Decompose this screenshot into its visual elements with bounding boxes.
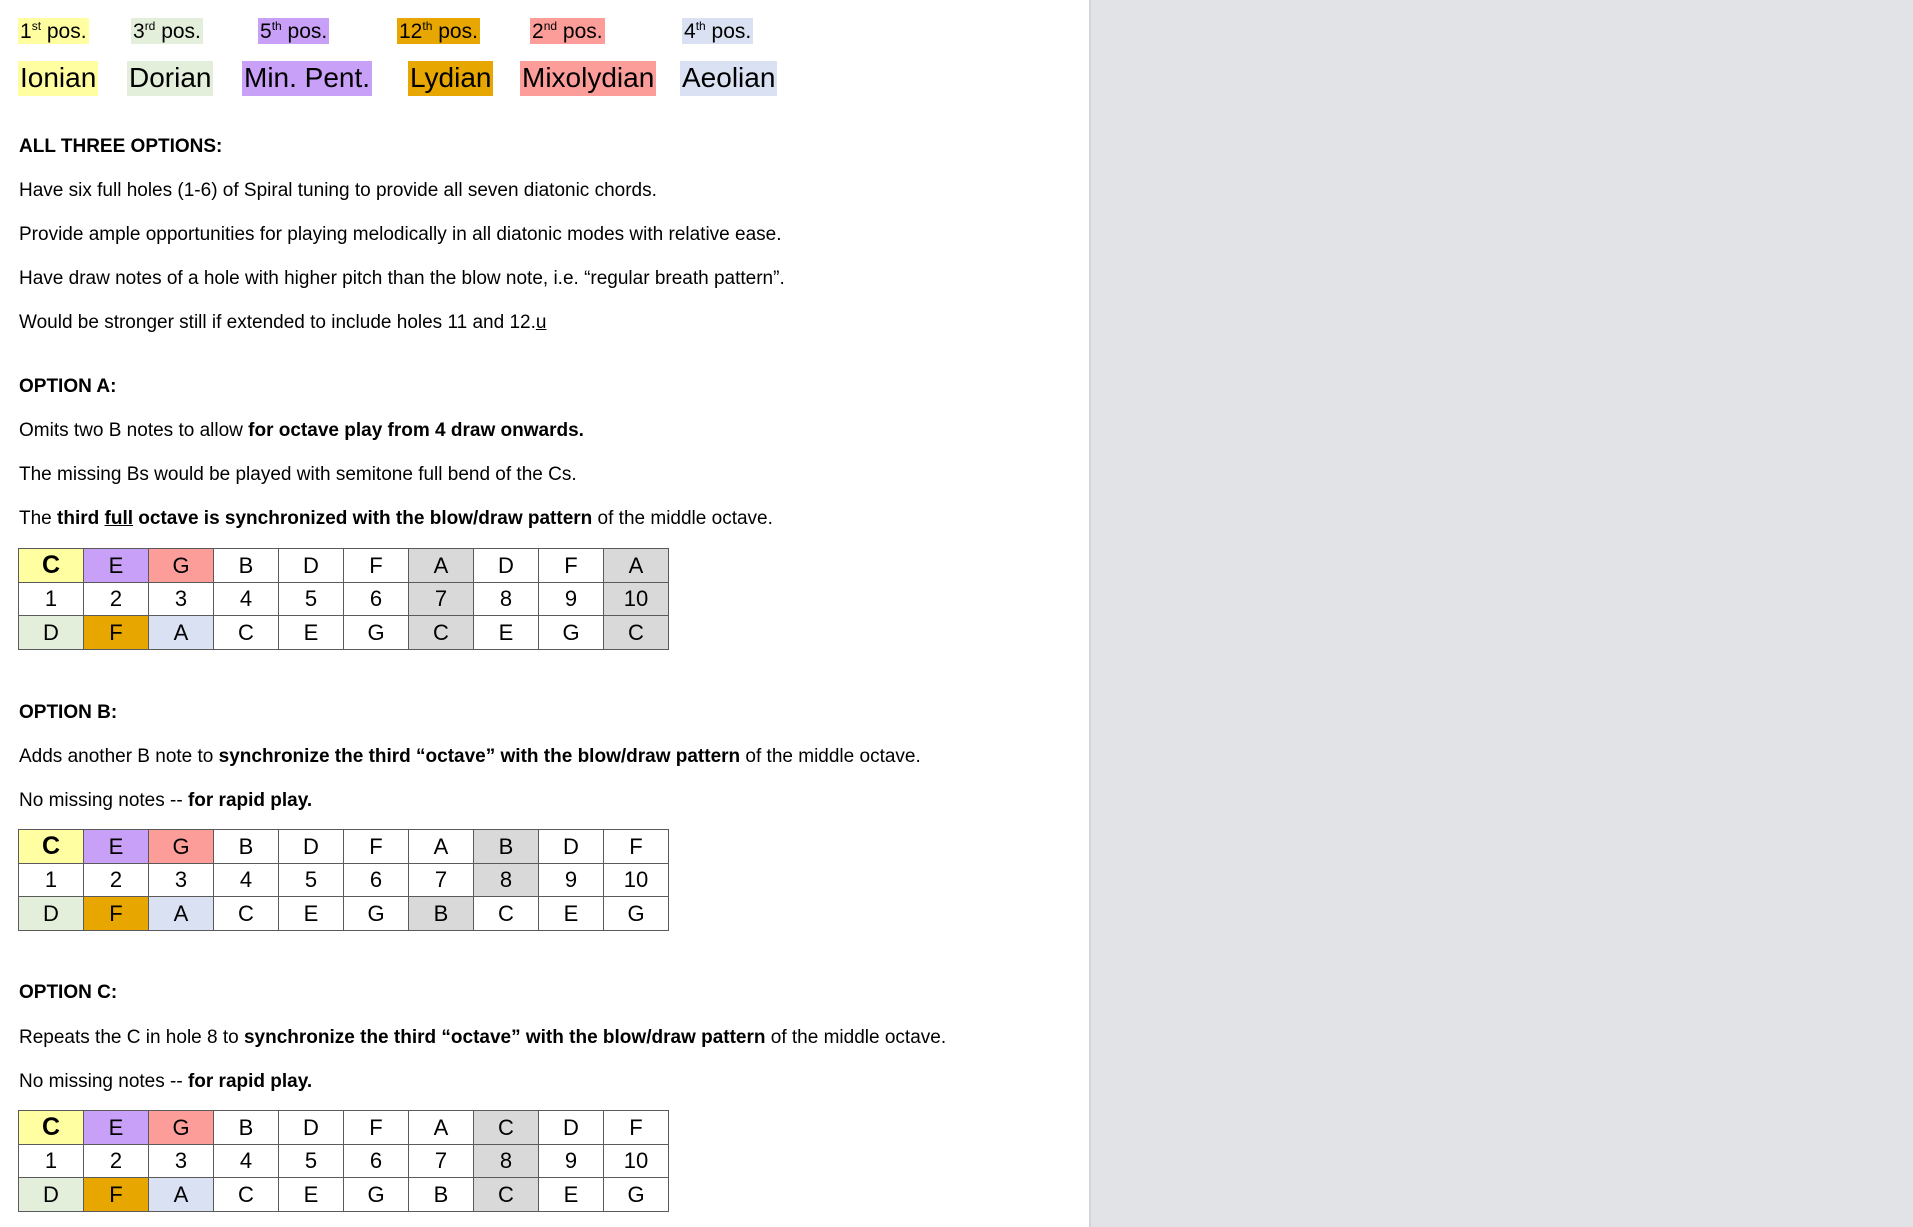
draw-note: E	[539, 1178, 604, 1212]
position-tag-2nd: 2nd pos.	[532, 19, 603, 43]
draw-note: E	[474, 616, 539, 650]
draw-note: D	[19, 1178, 84, 1212]
blow-note: D	[474, 549, 539, 583]
mode-dorian: Dorian	[127, 61, 213, 96]
blow-note: D	[279, 830, 344, 864]
hole-row	[19, 583, 669, 616]
draw-note: E	[279, 897, 344, 931]
hole-number: 8	[474, 1145, 539, 1178]
hole-number: 5	[279, 583, 344, 616]
mode-lydian: Lydian	[408, 61, 493, 96]
option-c-tuning-table	[18, 1110, 669, 1212]
option-b-line-1: Adds another B note to synchronize the third “octave” with the blow/draw pattern of the middle octave.	[19, 746, 921, 767]
hole-number: 10	[604, 583, 669, 616]
blow-note: B	[214, 1111, 279, 1145]
position-tag-12th: 12th pos.	[399, 19, 478, 43]
blow-note: E	[84, 1111, 149, 1145]
hole-number: 1	[19, 583, 84, 616]
hole-row	[19, 1145, 669, 1178]
option-b-line-2: No missing notes -- for rapid play.	[19, 790, 313, 811]
blow-note: F	[604, 830, 669, 864]
blow-note: D	[279, 1111, 344, 1145]
blow-note: D	[539, 830, 604, 864]
position-tag-1st: 1st pos.	[20, 19, 87, 43]
draw-note: A	[149, 897, 214, 931]
position-tag-5th: 5th pos.	[260, 19, 328, 43]
draw-note: F	[84, 616, 149, 650]
all-options-line-1: Have six full holes (1-6) of Spiral tuning to provide all seven diatonic chords.	[19, 180, 657, 201]
draw-note: B	[409, 897, 474, 931]
hole-number: 6	[344, 1145, 409, 1178]
side-panel-background	[1089, 0, 1913, 1227]
option-c-line-1: Repeats the C in hole 8 to synchronize the third “octave” with the blow/draw pattern of the middle octave.	[19, 1027, 947, 1048]
hole-number: 5	[279, 1145, 344, 1178]
draw-note: G	[344, 1178, 409, 1212]
blow-note: E	[84, 549, 149, 583]
option-b-tuning-table	[18, 829, 669, 931]
hole-number: 5	[279, 864, 344, 897]
mode-ionian: Ionian	[18, 61, 98, 96]
blow-note: C	[19, 830, 84, 864]
all-options-heading: ALL THREE OPTIONS:	[19, 136, 223, 157]
option-c-heading: OPTION C:	[19, 982, 118, 1003]
draw-row	[19, 897, 669, 931]
hole-number: 7	[409, 1145, 474, 1178]
draw-note: C	[214, 616, 279, 650]
position-tag-4th: 4th pos.	[684, 19, 752, 43]
hole-number: 2	[84, 583, 149, 616]
blow-note: F	[539, 549, 604, 583]
blow-note: A	[604, 549, 669, 583]
option-a-line-3: The third full octave is synchronized with the blow/draw pattern of the middle octave.	[19, 508, 773, 529]
draw-note: F	[84, 1178, 149, 1212]
draw-note: C	[474, 1178, 539, 1212]
draw-note: A	[149, 1178, 214, 1212]
option-c-line-2: No missing notes -- for rapid play.	[19, 1071, 313, 1092]
draw-note: E	[279, 616, 344, 650]
blow-note: E	[84, 830, 149, 864]
draw-note: G	[604, 897, 669, 931]
hole-number: 1	[19, 1145, 84, 1178]
blow-note: F	[344, 830, 409, 864]
blow-row	[19, 549, 669, 583]
hole-number: 3	[149, 583, 214, 616]
blow-note: D	[279, 549, 344, 583]
hole-number: 9	[539, 583, 604, 616]
hole-number: 7	[409, 583, 474, 616]
draw-note: C	[214, 897, 279, 931]
blow-note: A	[409, 830, 474, 864]
blow-note: B	[214, 549, 279, 583]
hole-number: 2	[84, 1145, 149, 1178]
hole-number: 9	[539, 1145, 604, 1178]
blow-note: F	[344, 549, 409, 583]
hole-number: 8	[474, 583, 539, 616]
option-a-heading: OPTION A:	[19, 376, 117, 397]
hole-number: 4	[214, 583, 279, 616]
draw-note: G	[344, 897, 409, 931]
hole-row	[19, 864, 669, 897]
blow-note: F	[604, 1111, 669, 1145]
hole-number: 8	[474, 864, 539, 897]
draw-note: C	[214, 1178, 279, 1212]
blow-note: G	[149, 549, 214, 583]
hole-number: 4	[214, 864, 279, 897]
hole-number: 10	[604, 864, 669, 897]
mode-min-pent: Min. Pent.	[242, 61, 372, 96]
option-a-line-1: Omits two B notes to allow for octave play from 4 draw onwards.	[19, 420, 584, 441]
blow-note: A	[409, 1111, 474, 1145]
hole-number: 3	[149, 864, 214, 897]
blow-row	[19, 830, 669, 864]
draw-note: C	[474, 897, 539, 931]
draw-note: G	[344, 616, 409, 650]
hole-number: 3	[149, 1145, 214, 1178]
blow-row	[19, 1111, 669, 1145]
draw-note: D	[19, 897, 84, 931]
blow-note: C	[19, 1111, 84, 1145]
draw-note: D	[19, 616, 84, 650]
position-tag-3rd: 3rd pos.	[133, 19, 201, 43]
all-options-line-2: Provide ample opportunities for playing melodically in all diatonic modes with relative ease.	[19, 224, 782, 245]
all-options-line-4: Would be stronger still if extended to include holes 11 and 12.u	[19, 312, 547, 333]
draw-note: E	[279, 1178, 344, 1212]
hole-number: 6	[344, 864, 409, 897]
blow-note: B	[474, 830, 539, 864]
blow-note: C	[19, 549, 84, 583]
draw-note: G	[604, 1178, 669, 1212]
hole-number: 10	[604, 1145, 669, 1178]
draw-row	[19, 1178, 669, 1212]
blow-note: C	[474, 1111, 539, 1145]
option-a-line-2: The missing Bs would be played with semitone full bend of the Cs.	[19, 464, 577, 485]
hole-number: 1	[19, 864, 84, 897]
draw-note: A	[149, 616, 214, 650]
all-options-line-3: Have draw notes of a hole with higher pitch than the blow note, i.e. “regular breath pattern”.	[19, 268, 785, 289]
draw-note: C	[604, 616, 669, 650]
hole-number: 4	[214, 1145, 279, 1178]
draw-note: F	[84, 897, 149, 931]
draw-row	[19, 616, 669, 650]
hole-number: 9	[539, 864, 604, 897]
hole-number: 7	[409, 864, 474, 897]
underlined-u: u	[535, 312, 547, 333]
blow-note: G	[149, 1111, 214, 1145]
hole-number: 6	[344, 583, 409, 616]
blow-note: A	[409, 549, 474, 583]
draw-note: E	[539, 897, 604, 931]
blow-note: B	[214, 830, 279, 864]
mode-aeolian: Aeolian	[680, 61, 777, 96]
draw-note: B	[409, 1178, 474, 1212]
blow-note: D	[539, 1111, 604, 1145]
blow-note: F	[344, 1111, 409, 1145]
option-b-heading: OPTION B:	[19, 702, 118, 723]
draw-note: C	[409, 616, 474, 650]
option-a-tuning-table	[18, 548, 669, 650]
draw-note: G	[539, 616, 604, 650]
blow-note: G	[149, 830, 214, 864]
mode-mixolydian: Mixolydian	[520, 61, 656, 96]
hole-number: 2	[84, 864, 149, 897]
